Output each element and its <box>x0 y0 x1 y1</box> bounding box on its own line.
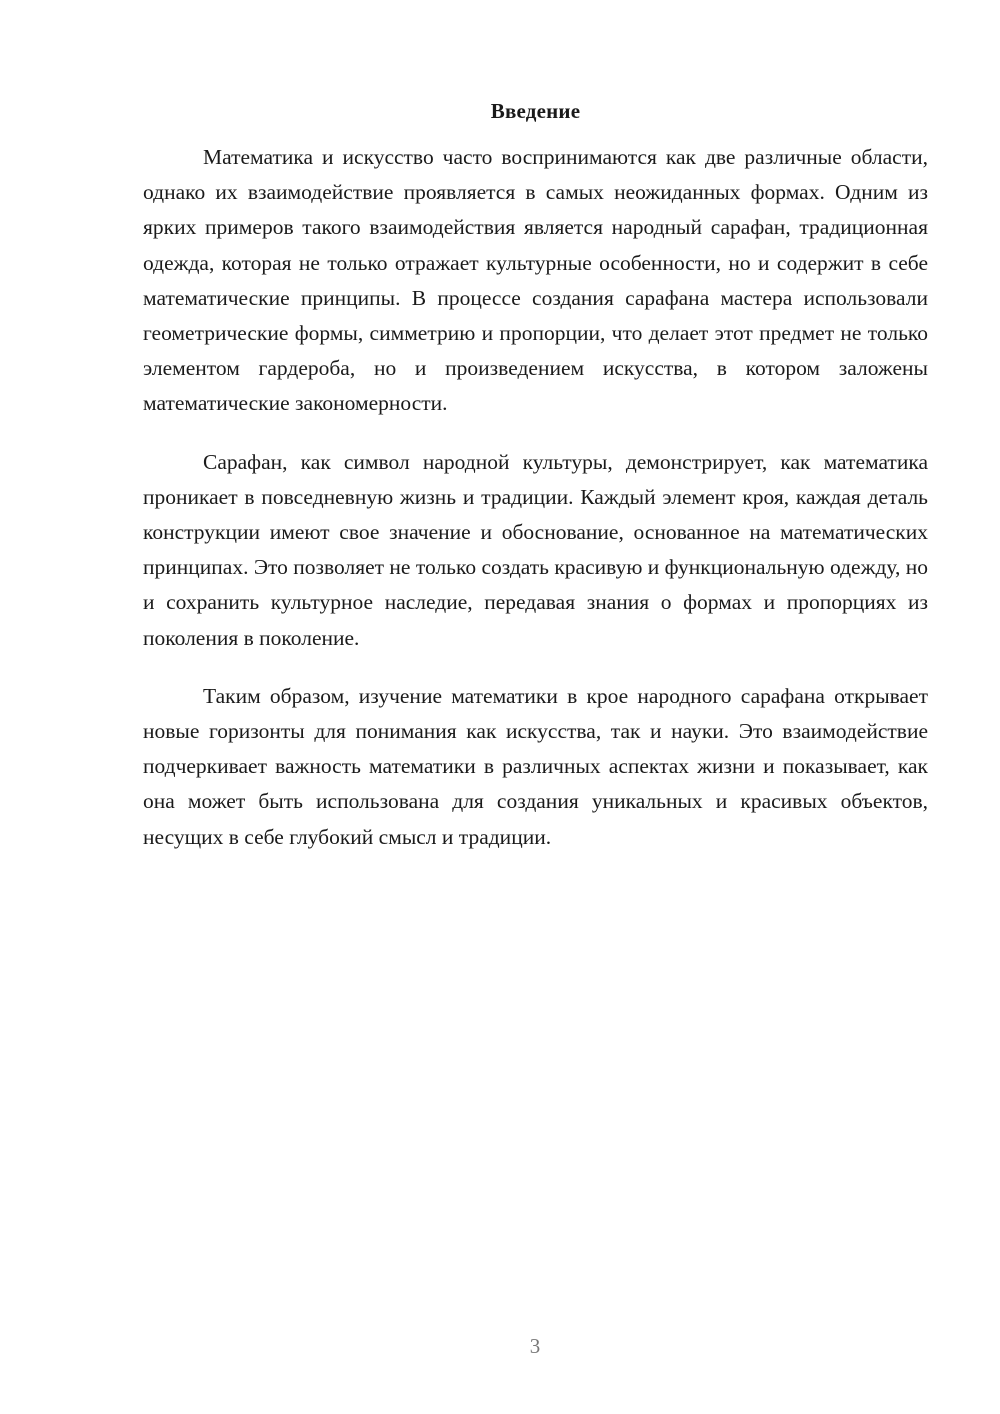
page-content <box>143 96 928 878</box>
section-heading: Введение <box>490 99 581 123</box>
paragraph-1: Математика и искусство часто воспринимаются как две различные области, однако их взаимодействие проявляется в самых неожиданных формах. Одним из ярких примеров такого взаимодействия является народный сарафан, традиционная одежда, которая не только отражает культурные особенности, но и содержит в себе математические принципы. В процессе создания сарафана мастера использовали геометрические формы, симметрию и пропорции, что делает этот предмет не только элементом гардероба, но и произведением искусства, в котором заложены математические закономерности. <box>143 145 928 416</box>
paragraph-3: Таким образом, изучение математики в крое народного сарафана открывает новые горизонты для понимания как искусства, так и науки. Это взаимодействие подчеркивает важность математики в различных аспектах жизни и показывает, как она может быть использована для создания уникальных и красивых объектов, несущих в себе глубокий смысл и традиции. <box>143 683 928 849</box>
page-number: 3 <box>529 1334 541 1358</box>
paragraph-2: Сарафан, как символ народной культуры, демонстрирует, как математика проникает в повседневную жизнь и традиции. Каждый элемент кроя, каждая деталь конструкции имеют свое значение и обоснование, основанное на математических принципах. Это позволяет не только создать красивую и функциональную одежду, но и сохранить культурное наследие, передавая знания о формах и пропорциях из поколения в поколение. <box>143 449 928 650</box>
